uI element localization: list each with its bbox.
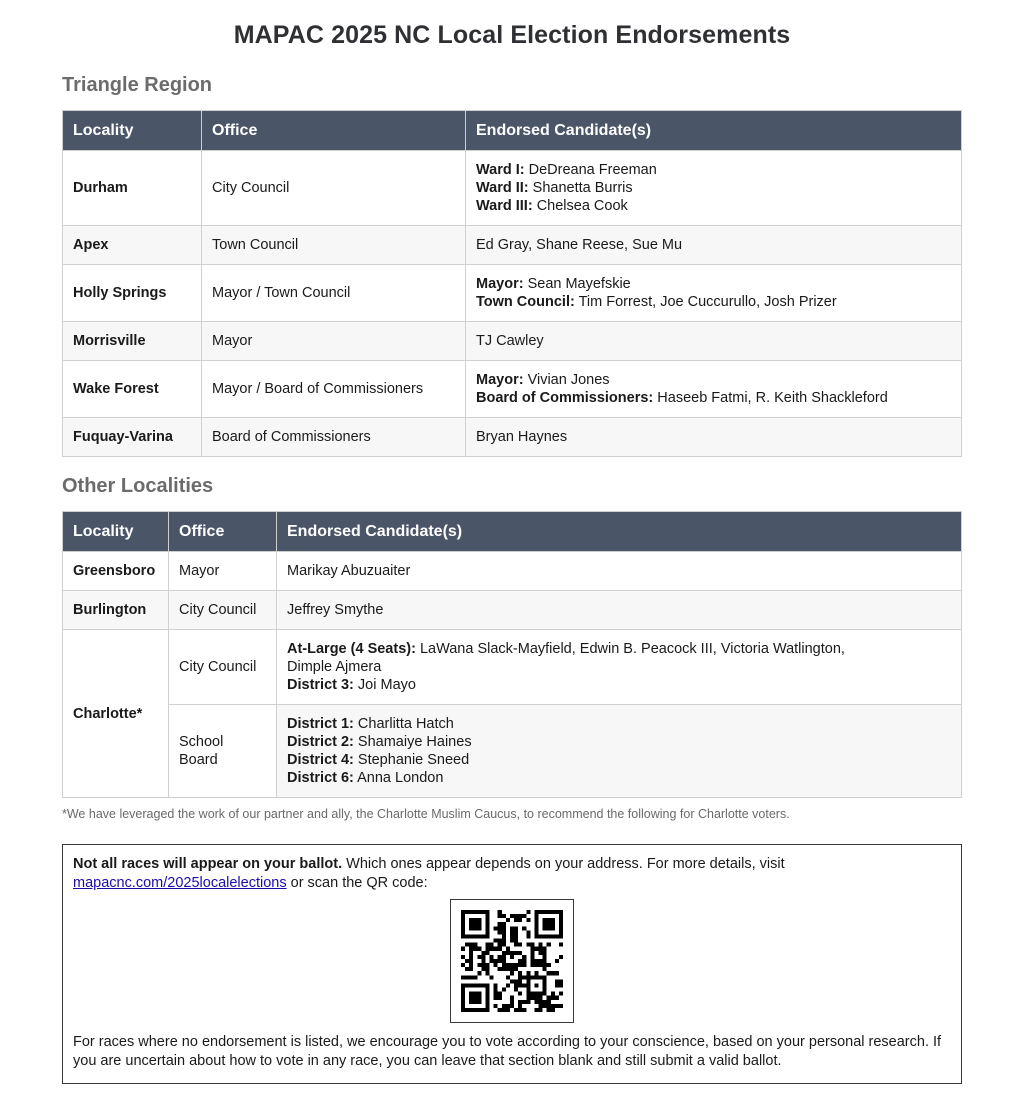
other-localities-heading: Other Localities (62, 475, 214, 497)
column-header-locality: Locality (63, 512, 169, 552)
office-cell: Town Council (202, 226, 466, 265)
candidate-line: Dimple Ajmera (287, 659, 382, 675)
table-row (63, 265, 962, 322)
page-title: MAPAC 2025 NC Local Election Endorsements (233, 21, 791, 49)
locality-cell: Fuquay-Varina (63, 418, 202, 457)
office-cell: School Board (169, 705, 277, 798)
locality-cell: Durham (63, 151, 202, 226)
candidates-cell (277, 705, 962, 798)
candidate-line: District 4: Stephanie Sneed (287, 752, 470, 768)
table-row (63, 630, 962, 705)
locality-cell: Holly Springs (63, 265, 202, 322)
office-cell: City Council (169, 591, 277, 630)
candidate-line: District 3: Joi Mayo (287, 677, 416, 693)
candidates-cell (466, 265, 962, 322)
candidates-cell: Ed Gray, Shane Reese, Sue Mu (466, 226, 962, 265)
column-header-locality: Locality (63, 111, 202, 151)
candidate-line: District 6: Anna London (287, 770, 444, 786)
office-cell: Board of Commissioners (202, 418, 466, 457)
locality-cell: Greensboro (63, 552, 169, 591)
locality-cell: Wake Forest (63, 361, 202, 418)
ballot-notice-box (62, 844, 962, 1084)
qr-code-frame (450, 899, 574, 1023)
candidates-cell (466, 361, 962, 418)
table-row (63, 705, 962, 798)
locality-cell: Charlotte* (63, 630, 169, 798)
table-header-row (63, 111, 962, 151)
ballot-notice-text (73, 855, 951, 893)
conscience-note: For races where no endorsement is listed, we encourage you to vote according to your conscience, based on your personal research. If you are uncertain about how to vote in any race, you can leave that section blank and still submit a valid ballot. (73, 1034, 942, 1069)
candidates-cell: Marikay Abuzuaiter (277, 552, 962, 591)
candidate-line: Mayor: Vivian Jones (476, 372, 610, 388)
office-cell: Mayor / Town Council (202, 265, 466, 322)
triangle-region-heading: Triangle Region (62, 74, 213, 96)
column-header-office: Office (169, 512, 277, 552)
column-header-candidates: Endorsed Candidate(s) (277, 512, 962, 552)
locality-cell: Apex (63, 226, 202, 265)
candidate-line: Board of Commissioners: Haseeb Fatmi, R. Keith Shackleford (476, 390, 888, 406)
locality-cell: Morrisville (63, 322, 202, 361)
notice-after-link: or scan the QR code: (290, 875, 428, 891)
office-cell: City Council (169, 630, 277, 705)
notice-text: Which ones appear depends on your address. For more details, visit (346, 856, 785, 872)
candidate-line: District 2: Shamaiye Haines (287, 734, 472, 750)
other-localities-table (62, 511, 962, 798)
notice-bold-text: Not all races will appear on your ballot. (73, 856, 343, 872)
office-cell: Mayor (169, 552, 277, 591)
table-header-row (63, 512, 962, 552)
triangle-table (62, 110, 962, 457)
table-row (63, 151, 962, 226)
office-cell: Mayor / Board of Commissioners (202, 361, 466, 418)
table-row (63, 591, 962, 630)
locality-cell: Burlington (63, 591, 169, 630)
column-header-office: Office (202, 111, 466, 151)
table-row (63, 226, 962, 265)
candidates-cell: Bryan Haynes (466, 418, 962, 457)
charlotte-footnote: *We have leveraged the work of our partner and ally, the Charlotte Muslim Caucus, to recommend the following for Charlotte voters. (62, 807, 790, 821)
candidate-line: Ward II: Shanetta Burris (476, 180, 633, 196)
candidates-cell (277, 630, 962, 705)
candidate-line: Town Council: Tim Forrest, Joe Cuccurullo, Josh Prizer (476, 294, 837, 310)
table-row (63, 361, 962, 418)
candidates-cell (466, 151, 962, 226)
candidate-line: Ward I: DeDreana Freeman (476, 162, 657, 178)
candidate-line: Mayor: Sean Mayefskie (476, 276, 631, 292)
candidate-line: At-Large (4 Seats): LaWana Slack-Mayfield, Edwin B. Peacock III, Victoria Watlington, (287, 641, 845, 657)
candidate-line: Ward III: Chelsea Cook (476, 198, 628, 214)
column-header-candidates: Endorsed Candidate(s) (466, 111, 962, 151)
office-cell: Mayor (202, 322, 466, 361)
candidates-cell: Jeffrey Smythe (277, 591, 962, 630)
table-row (63, 552, 962, 591)
table-row (63, 322, 962, 361)
candidates-cell: TJ Cawley (466, 322, 962, 361)
qr-code-icon (461, 910, 563, 1012)
candidate-line: District 1: Charlitta Hatch (287, 716, 454, 732)
table-row (63, 418, 962, 457)
office-cell: City Council (202, 151, 466, 226)
elections-link[interactable]: mapacnc.com/2025localelections (73, 875, 287, 891)
